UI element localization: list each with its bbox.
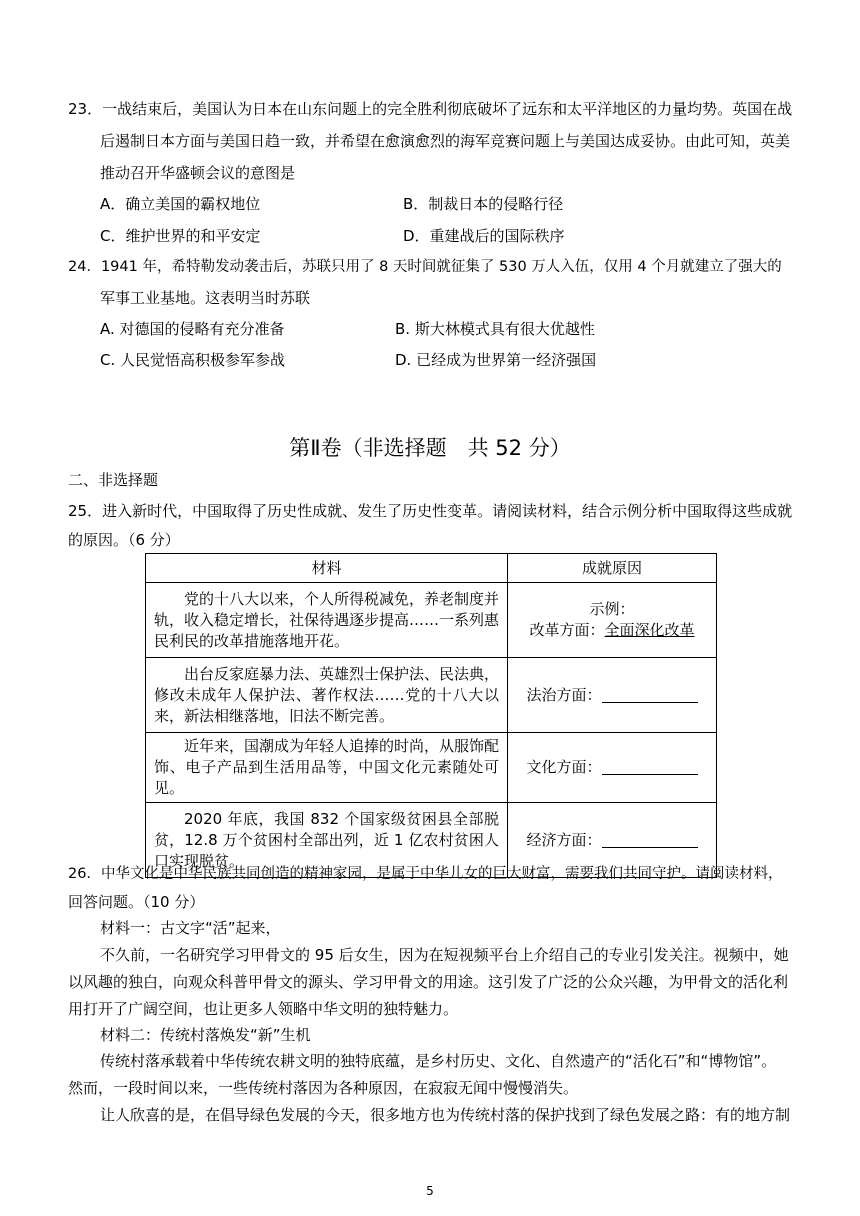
material-cell: 2020 年底，我国 832 个国家级贫困县全部脱贫，12.8 万个贫困村全部出列，近 1 亿农村贫困人口实现脱贫。 <box>146 803 508 878</box>
material-cell: 近年来，国潮成为年轻人追捧的时尚，从服饰配饰、电子产品到生活用品等，中国文化元素随处可见。 <box>146 733 508 803</box>
q23-line1: 23．一战结束后，美国认为日本在山东问题上的完全胜利彻底破坏了远东和太平洋地区的力量均势。英国在战 <box>68 100 793 118</box>
table-row <box>146 583 717 658</box>
material-cell: 出台反家庭暴力法、英雄烈士保护法、民法典，修改未成年人保护法、著作权法……党的十八大以来，新法相继落地，旧法不断完善。 <box>146 658 508 733</box>
q24-option-b: B. 斯大林模式具有很大优越性 <box>395 320 595 338</box>
q24-line2: 军事工业基地。这表明当时苏联 <box>100 289 311 307</box>
reason-prefix: 经济方面： <box>526 830 602 849</box>
reason-cell <box>508 733 717 803</box>
material-1-line1: 不久前，一名研究学习甲骨文的 95 后女生，因为在短视频平台上介绍自己的专业引发关注。视频中，她 <box>100 946 789 964</box>
q24-line1: 24．1941 年，希特勒发动袭击后，苏联只用了 8 天时间就征集了 530 万人入伍，仅用 4 个月就建立了强大的 <box>68 259 782 275</box>
q23-line3: 推动召开华盛顿会议的意图是 <box>100 164 296 182</box>
material-2-title: 材料二：传统村落焕发“新”生机 <box>100 1026 311 1044</box>
header-reason: 成就原因 <box>508 554 717 583</box>
q25-material-table <box>145 553 717 878</box>
q23-option-d: D．重建战后的国际秩序 <box>403 227 565 245</box>
q25-line1: 25．进入新时代，中国取得了历史性成就、发生了历史性变革。请阅读材料，结合示例分析中国取得这些成就 <box>68 502 793 520</box>
material-cell: 党的十八大以来，个人所得税减免，养老制度并轨，收入稳定增长，社保待遇逐步提高……一系列惠民利民的改革措施落地开花。 <box>146 583 508 658</box>
reason-prefix: 法治方面： <box>526 685 602 704</box>
material-1-title: 材料一：古文字“活”起来， <box>100 919 281 937</box>
material-2-line1: 传统村落承载着中华传统农耕文明的独特底蕴，是乡村历史、文化、自然遗产的“活化石”和“博物馆”。 <box>100 1052 777 1070</box>
q26-line1: 26．中华文化是中华民族共同创造的精神家园，是属于中华儿女的巨大财富，需要我们共同守护。请阅读材料， <box>68 866 783 882</box>
table-row <box>146 658 717 733</box>
q23-line2: 后遏制日本方面与美国日趋一致，并希望在愈演愈烈的海军竞赛问题上与美国达成妥协。由此可知，英美 <box>100 132 791 150</box>
q24-option-d: D. 已经成为世界第一经济强国 <box>395 351 597 369</box>
q26-line2: 回答问题。（10 分） <box>68 893 205 911</box>
reason-prefix: 改革方面： <box>529 621 605 639</box>
page-number: 5 <box>426 1184 434 1198</box>
section-subtitle: 二、非选择题 <box>68 471 159 489</box>
q23-option-c: C．维护世界的和平安定 <box>100 227 261 245</box>
q23-option-b: B．制裁日本的侵略行径 <box>403 195 564 213</box>
answer-blank[interactable] <box>602 831 698 848</box>
answer-blank[interactable] <box>602 686 698 703</box>
answer-blank[interactable] <box>602 758 698 775</box>
q25-line2: 的原因。（6 分） <box>68 531 180 549</box>
q23-option-a: A．确立美国的霸权地位 <box>100 195 261 213</box>
table-row <box>146 733 717 803</box>
material-1-line2: 以风趣的独白，向观众科普甲骨文的源头、学习甲骨文的用途。这引发了广泛的公众兴趣，为甲骨文的活化利 <box>68 973 789 991</box>
section-title: 第Ⅱ卷（非选择题 共 52 分） <box>289 436 571 460</box>
material-2-line3: 让人欣喜的是，在倡导绿色发展的今天，很多地方也为传统村落的保护找到了绿色发展之路：有的地方制 <box>100 1106 791 1124</box>
q24-option-a: A. 对德国的侵略有充分准备 <box>100 320 285 338</box>
header-material: 材料 <box>146 554 508 583</box>
table-header-row <box>146 554 717 583</box>
example-answer: 全面深化改革 <box>604 621 695 639</box>
material-1-line3: 用打开了广阔空间，也让更多人领略中华文明的独特魅力。 <box>68 1000 459 1018</box>
reason-cell <box>508 658 717 733</box>
q24-option-c: C. 人民觉悟高积极参军参战 <box>100 351 286 369</box>
material-2-line2: 然而，一段时间以来，一些传统村落因为各种原因，在寂寂无闻中慢慢消失。 <box>68 1079 579 1097</box>
reason-cell <box>508 583 717 658</box>
reason-prefix: 文化方面： <box>526 758 602 776</box>
example-label: 示例： <box>589 600 635 618</box>
